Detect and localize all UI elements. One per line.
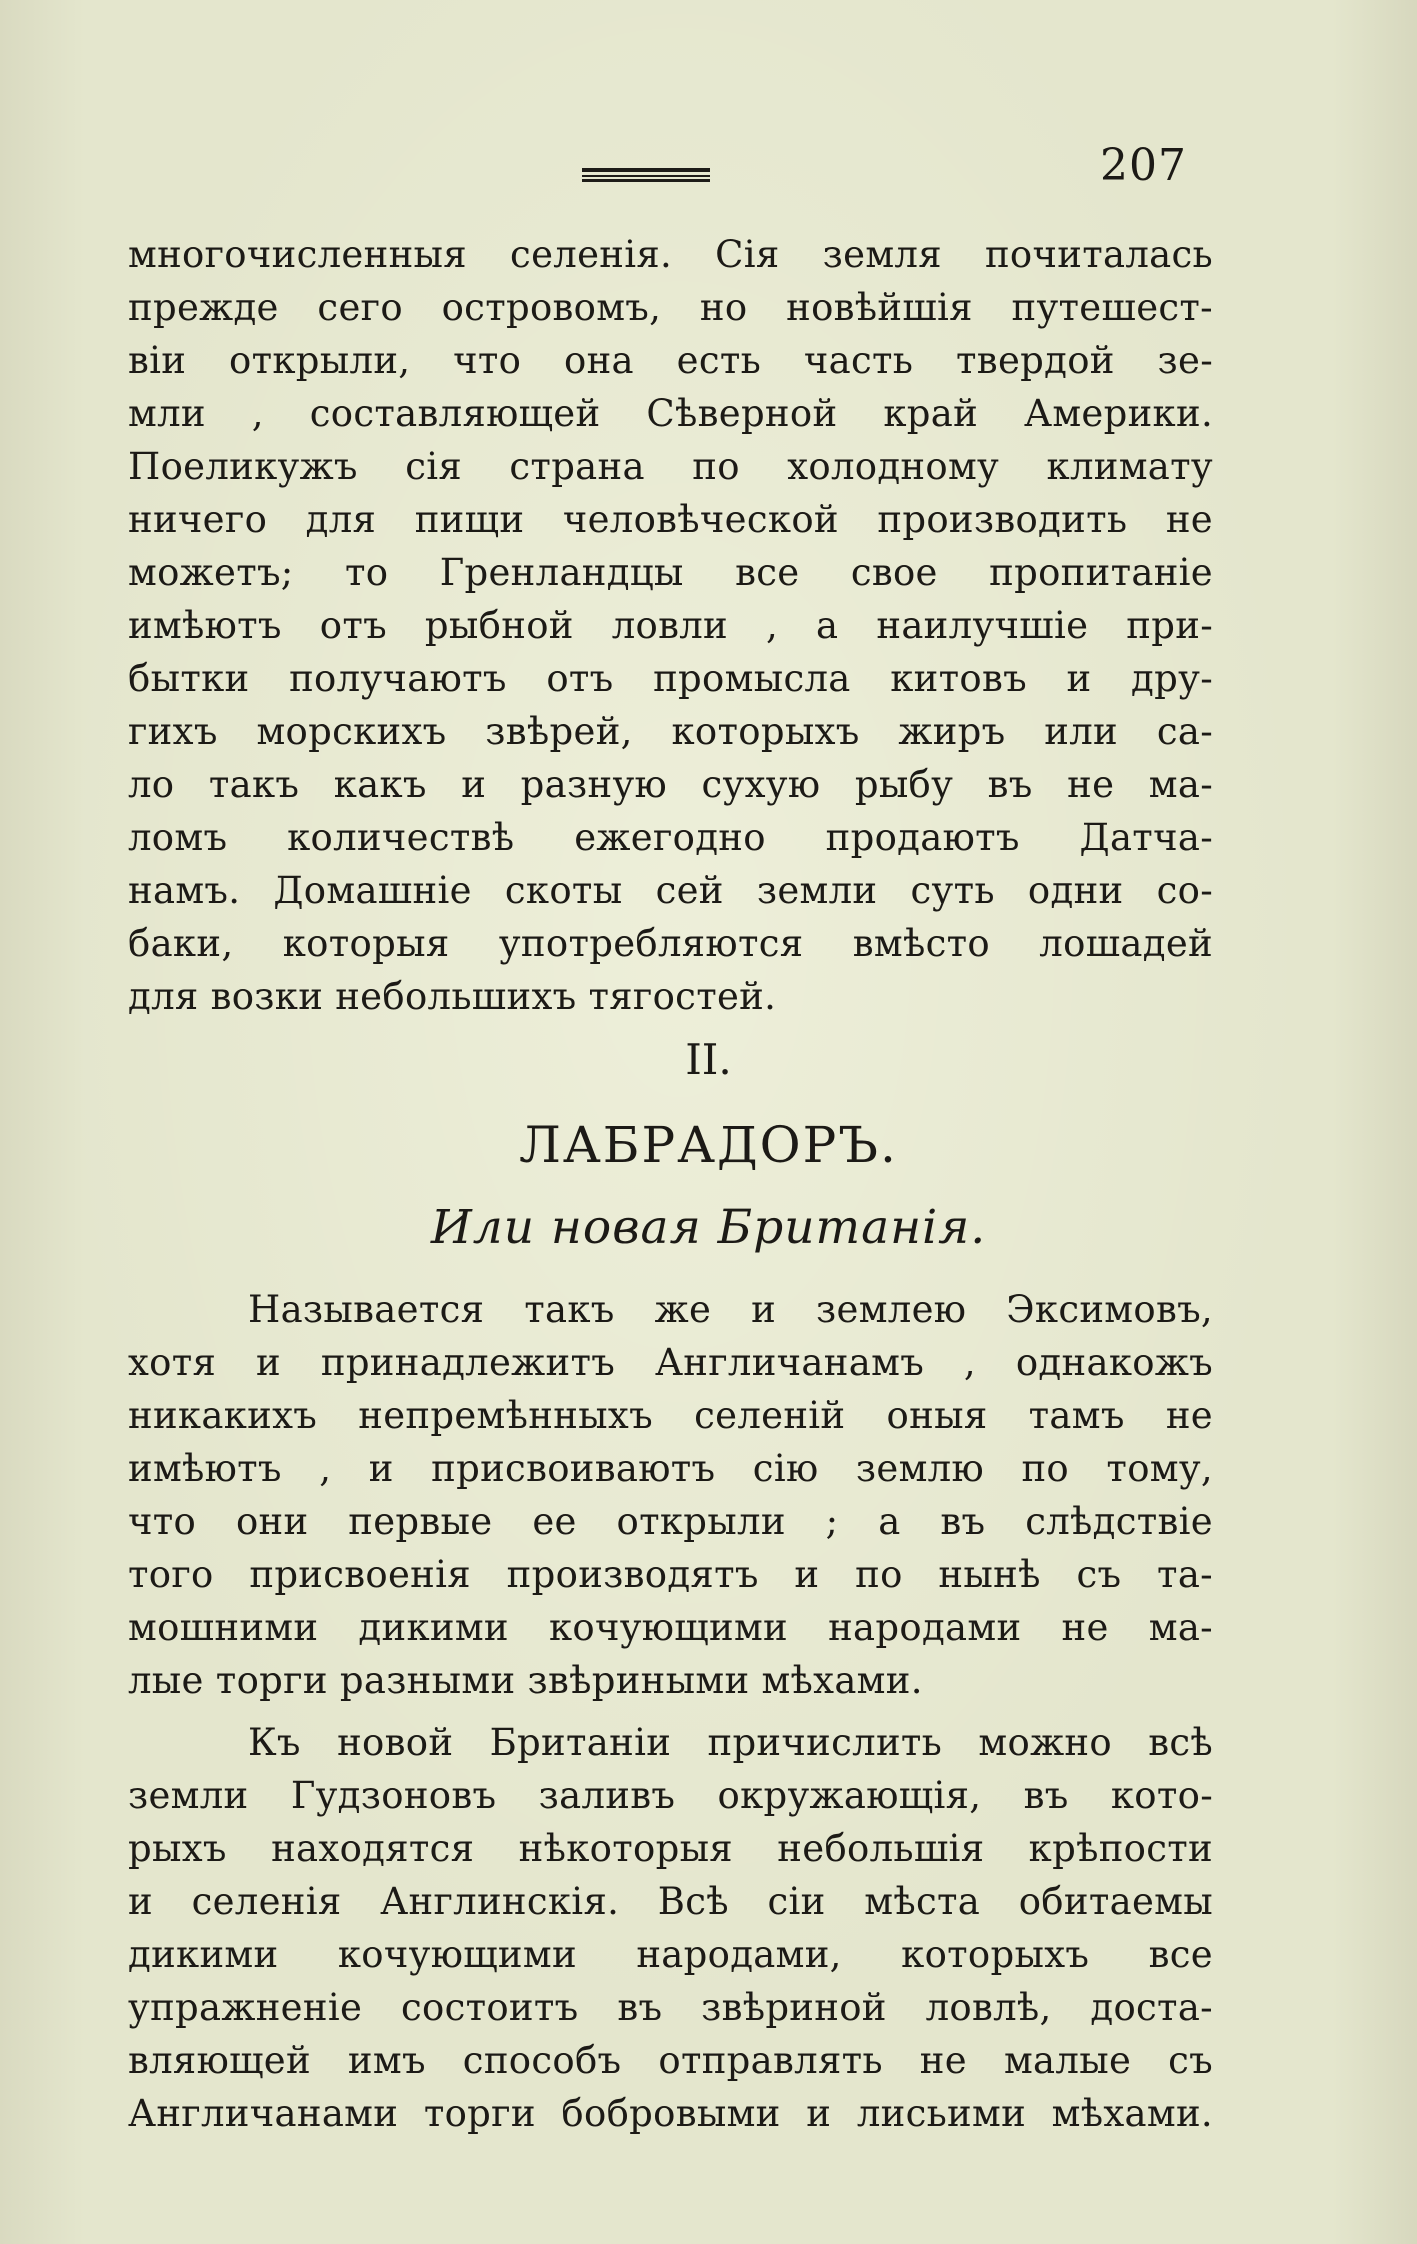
- text-line: ничего для пищи человѣческой производить не: [128, 498, 1213, 541]
- text-line: гихъ морскихъ звѣрей, которыхъ жиръ или са-: [128, 710, 1213, 753]
- text-line: бытки получаютъ отъ промысла китовъ и дру-: [128, 657, 1213, 700]
- text-line: что они первые ее открыли ; а въ слѣдствіе: [128, 1500, 1213, 1543]
- text-line: хотя и принадлежитъ Англичанамъ , однакожъ: [128, 1341, 1213, 1384]
- text-line: баки, которыя употребляются вмѣсто лошадей: [128, 922, 1213, 965]
- section-subtitle: Или новая Британія.: [430, 1200, 987, 1255]
- text-line: Къ новой Британіи причислить можно всѣ: [248, 1721, 1213, 1764]
- text-line: мли , составляющей Сѣверной край Америки.: [128, 392, 1213, 435]
- text-line: Называется такъ же и землею Эксимовъ,: [248, 1288, 1213, 1331]
- text-line: ло такъ какъ и разную сухую рыбу въ не ма-: [128, 763, 1213, 806]
- section-title: ЛАБРАДОРЪ.: [519, 1116, 898, 1174]
- paragraph-labrador-intro: [128, 1283, 1213, 1707]
- text-line: намъ. Домашніе скоты сей земли суть одни со-: [128, 869, 1213, 912]
- paragraph-hudson-bay: [128, 1716, 1213, 2140]
- text-line: дикими кочующими народами, которыхъ все: [128, 1933, 1213, 1976]
- text-line: лые торги разными звѣриными мѣхами.: [128, 1659, 923, 1702]
- text-line: ломъ количествѣ ежегодно продаютъ Датча-: [128, 816, 1213, 859]
- text-line: упражненіе состоитъ въ звѣриной ловлѣ, доста-: [128, 1986, 1213, 2029]
- text-line: земли Гудзоновъ заливъ окружающія, въ кото-: [128, 1774, 1213, 1817]
- text-line: вляющей имъ способъ отправлять не малые съ: [128, 2039, 1213, 2082]
- text-line: Поеликужъ сія страна по холодному климату: [128, 445, 1213, 488]
- text-line: рыхъ находятся нѣкоторыя небольшія крѣпости: [128, 1827, 1213, 1870]
- page-number: 207: [1100, 140, 1187, 191]
- text-line: имѣютъ , и присвоиваютъ сію землю по тому,: [128, 1447, 1213, 1490]
- text-line: многочисленныя селенія. Сія земля почиталась: [128, 233, 1213, 276]
- text-line: никакихъ непремѣнныхъ селеній оныя тамъ не: [128, 1394, 1213, 1437]
- text-line: можетъ; то Гренландцы все свое пропитаніе: [128, 551, 1213, 594]
- text-line: имѣютъ отъ рыбной ловли , а наилучшіе при-: [128, 604, 1213, 647]
- text-line: віи открыли, что она есть часть твердой зе-: [128, 339, 1213, 382]
- text-line: мошними дикими кочующими народами не ма-: [128, 1606, 1213, 1649]
- text-line: прежде сего островомъ, но новѣйшія путешест-: [128, 286, 1213, 329]
- paragraph-greenland-continued: [128, 228, 1213, 1023]
- text-line: для возки небольшихъ тягостей.: [128, 975, 777, 1018]
- text-line: того присвоенія производятъ и по нынѣ съ та-: [128, 1553, 1213, 1596]
- text-line: Англичанами торги бобровыми и лисьими мѣхами.: [128, 2092, 1213, 2135]
- header-ornament-rule: [582, 168, 710, 182]
- text-line: и селенія Англинскія. Всѣ сіи мѣста обитаемы: [128, 1880, 1213, 1923]
- section-number: II.: [685, 1035, 732, 1084]
